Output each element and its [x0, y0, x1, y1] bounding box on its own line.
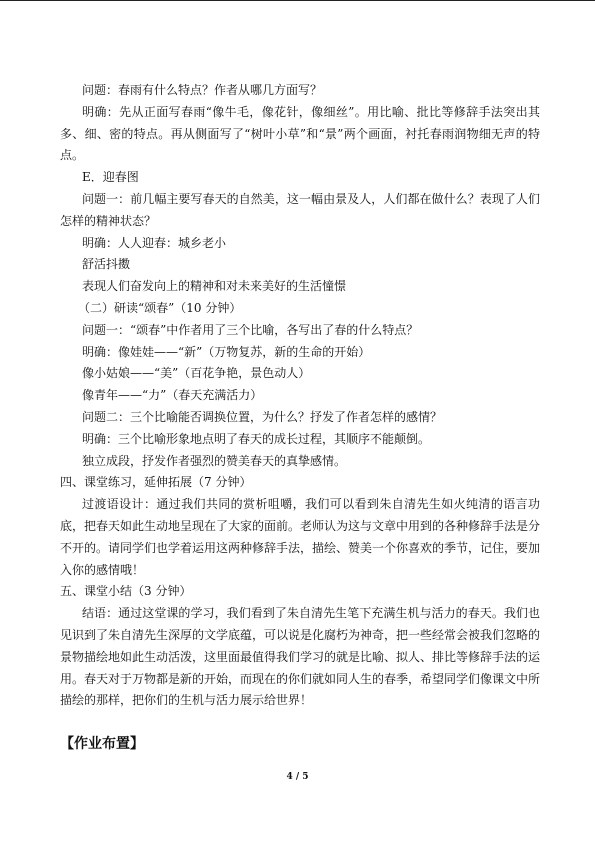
subsection-praise-spring: （二）研读“颂春”（10 分钟）	[78, 300, 242, 315]
answer-girl: 像小姑娘——“美”（百花争艳，景色动人）	[82, 366, 311, 381]
section-five-title: 五、课堂小结（3 分钟）	[60, 584, 192, 599]
closing-remarks: 结语：通过这堂课的学习，我们看到了朱自清先生笔下充满生机与活力的春天。我们也见识到了朱自清先生深厚的文学底蕴，可以说是化腐朽为神奇，把一些经常会被我们忽略的景物描绘地如此生动活泼，这里面最值得我们学习的就是比喻、拟人、排比等修辞手法的运用。春天对于万物都是新的开始，而现在的你们就如同人生的春季，希望同学们像课文中所描绘的那样，把你们的生机与活力展示给世界！	[60, 606, 541, 708]
answer-welcome-spring: 明确：人人迎春：城乡老小	[82, 235, 227, 250]
answer-line-3: 表现人们奋发向上的精神和对未来美好的生活憧憬	[82, 279, 347, 294]
page-top-rule	[0, 0, 595, 1]
page-number: 4 / 5	[286, 772, 309, 782]
answer-order: 明确：三个比喻形象地点明了春天的成长过程，其顺序不能颠倒。	[82, 431, 431, 446]
question-welcome-spring: 问题一：前几幅主要写春天的自然美，这一幅由景及人，人们都在做什么？表现了人们怎样的精神状态？	[60, 191, 540, 228]
question-metaphors: 问题一：“颂春”中作者用了三个比喻，各写出了春的什么特点？	[82, 322, 419, 337]
section-four-title: 四、课堂练习，延伸拓展（7 分钟）	[60, 475, 252, 490]
answer-line-2: 舒活抖擞	[82, 257, 131, 272]
homework-heading: 【作业布置】	[60, 736, 144, 752]
question-order: 问题二：三个比喻能否调换位置，为什么？抒发了作者怎样的感情？	[82, 409, 443, 424]
section-e-title: E．迎春图	[82, 170, 139, 185]
answer-youth: 像青年——“力”（春天充满活力）	[82, 388, 263, 403]
transition-design: 过渡语设计：通过我们共同的赏析咀嚼，我们可以看到朱自清先生如火纯清的语言功底，把春天如此生动地呈现在了大家的面前。老师认为这与文章中用到的各种修辞手法是分不开的。请同学们也学着运用这两种修辞手法，描绘、赞美一个你喜欢的季节，记住，要加入你的感情哦！	[60, 497, 541, 577]
answer-order-2: 独立成段，抒发作者强烈的赞美春天的真挚感情。	[82, 453, 347, 468]
answer-spring-rain: 明确：先从正面写春雨“像牛毛，像花针，像细丝”。用比喻、批比等修辞手法突出其多、细、密的特点。再从侧面写了“树叶小草”和“景”两个画面，衬托春雨润物细无声的特点。	[60, 104, 540, 163]
question-spring-rain: 问题：春雨有什么特点？作者从哪几方面写？	[82, 83, 323, 97]
answer-baby: 明确：像娃娃——“新”（万物复苏，新的生命的开始）	[82, 344, 371, 359]
document-body	[60, 80, 540, 712]
